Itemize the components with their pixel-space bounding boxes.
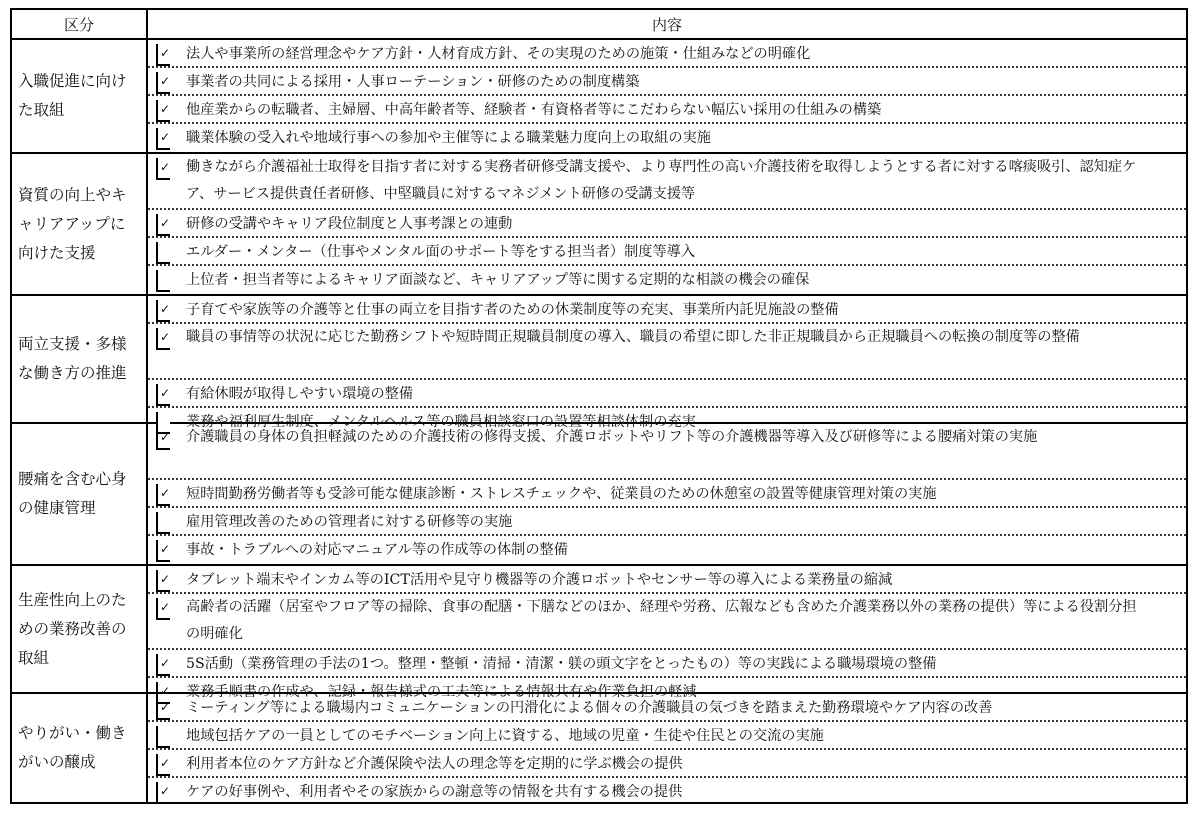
category-group-kenko — [12, 424, 1186, 566]
content-items — [148, 424, 1186, 564]
empty-checkbox-icon[interactable] — [156, 270, 170, 292]
improvement-table — [10, 8, 1188, 804]
content-text: 研修の受講やキャリア段位制度と人事考課との連動 — [186, 216, 513, 232]
checkmark-icon[interactable]: ✓ — [156, 44, 170, 66]
content-row — [148, 694, 1186, 722]
category-cell: 資質の向上やキャリアアップに向けた支援 — [12, 154, 148, 294]
content-text: 職業体験の受入れや地域行事への参加や主催等による職業魅力度向上の取組の実施 — [186, 130, 711, 146]
content-row — [148, 480, 1186, 508]
content-row — [148, 266, 1186, 294]
content-row — [148, 40, 1186, 68]
checkmark-icon[interactable]: ✓ — [156, 214, 170, 236]
checkmark-icon[interactable]: ✓ — [156, 598, 170, 620]
content-row — [148, 508, 1186, 536]
content-row — [148, 210, 1186, 238]
content-row — [148, 778, 1186, 806]
content-items — [148, 296, 1186, 430]
category-cell: 入職促進に向けた取組 — [12, 40, 148, 152]
content-text: ケアの好事例や、利用者やその家族からの謝意等の情報を共有する機会の提供 — [186, 784, 683, 800]
category-cell: 両立支援・多様な働き方の推進 — [12, 296, 148, 422]
content-text: 働きながら介護福祉士取得を目指す者に対する実務者研修受講支援や、より専門性の高い介護技術を取得しようとする者に対する喀痰吸引、認知症ケア、サービス提供責任者研修、中堅職員に対するマネジメント研修の受講支援等 — [186, 159, 1137, 202]
content-row — [148, 154, 1186, 210]
content-text: 職員の事情等の状況に応じた勤務シフトや短時間正規職員制度の導入、職員の希望に即した非正規職員から正規職員への転換の制度等の整備 — [186, 329, 1080, 345]
content-row — [148, 594, 1186, 650]
checkmark-icon[interactable]: ✓ — [156, 754, 170, 776]
checkmark-icon[interactable]: ✓ — [156, 540, 170, 562]
content-items — [148, 694, 1186, 802]
checkmark-icon[interactable]: ✓ — [156, 328, 170, 350]
content-text: 業務手順書の作成や、記録・報告様式の工夫等による情報共有や作業負担の軽減 — [186, 684, 697, 700]
category-group-seisansei — [12, 566, 1186, 700]
content-row — [148, 722, 1186, 750]
content-text: 子育てや家族等の介護等と仕事の両立を目指す者のための休業制度等の充実、事業所内託児施設の整備 — [186, 302, 839, 318]
empty-checkbox-icon[interactable] — [156, 726, 170, 748]
checkmark-icon[interactable]: ✓ — [156, 782, 170, 804]
content-text: 利用者本位のケア方針など介護保険や法人の理念等を定期的に学ぶ機会の提供 — [186, 756, 683, 772]
content-row — [148, 96, 1186, 124]
content-row — [148, 424, 1186, 480]
content-text: 地域包括ケアの一員としてのモチベーション向上に資する、地域の児童・生徒や住民との交流の実施 — [186, 728, 824, 744]
checkmark-icon[interactable]: ✓ — [156, 484, 170, 506]
content-row — [148, 536, 1186, 564]
checkmark-icon[interactable]: ✓ — [156, 300, 170, 322]
content-row — [148, 324, 1186, 380]
checkmark-icon[interactable]: ✓ — [156, 384, 170, 406]
category-cell: やりがい・働きがいの醸成 — [12, 694, 148, 802]
content-text: タブレット端末やインカム等のICT活用や見守り機器等の介護ロボットやセンサー等の導入による業務量の縮減 — [186, 572, 893, 588]
content-text: ミーティング等による職場内コミュニケーションの円滑化による個々の介護職員の気づきを踏まえた勤務環境やケア内容の改善 — [186, 700, 993, 716]
checkmark-icon[interactable]: ✓ — [156, 158, 170, 180]
content-text: 介護職員の身体の負担軽減のための介護技術の修得支援、介護ロボットやリフト等の介護機器等導入及び研修等による腰痛対策の実施 — [186, 429, 1038, 445]
content-text: 事故・トラブルへの対応マニュアル等の作成等の体制の整備 — [186, 542, 568, 558]
content-row — [148, 238, 1186, 266]
content-row — [148, 750, 1186, 778]
content-text: 業務や福利厚生制度、メンタルヘルス等の職員相談窓口の設置等相談体制の充実 — [186, 414, 696, 430]
header-category: 区分 — [12, 10, 148, 40]
content-row — [148, 68, 1186, 96]
content-text: 他産業からの転職者、主婦層、中高年齢者等、経験者・有資格者等にこだわらない幅広い採用の仕組みの構築 — [186, 102, 882, 118]
category-cell: 生産性向上のための業務改善の取組 — [12, 566, 148, 692]
content-row — [148, 566, 1186, 594]
checkmark-icon[interactable]: ✓ — [156, 698, 170, 720]
content-row — [148, 650, 1186, 678]
content-text: 上位者・担当者等によるキャリア面談など、キャリアアップ等に関する定期的な相談の機会の確保 — [186, 272, 810, 288]
checkmark-icon[interactable]: ✓ — [156, 100, 170, 122]
checkmark-icon[interactable]: ✓ — [156, 682, 170, 704]
content-items — [148, 154, 1186, 294]
content-text: 5S活動（業務管理の手法の1つ。整理・整頓・清掃・清潔・躾の頭文字をとったもの）等の実践による職場環境の整備 — [186, 656, 937, 672]
content-text: 法人や事業所の経営理念やケア方針・人材育成方針、その実現のための施策・仕組みなどの明確化 — [186, 46, 811, 62]
content-text: 高齢者の活躍（居室やフロア等の掃除、食事の配膳・下膳などのほか、経理や労務、広報なども含めた介護業務以外の業務の提供）等による役割分担の明確化 — [186, 599, 1137, 642]
empty-checkbox-icon[interactable] — [156, 242, 170, 264]
content-text: 短時間勤務労働者等も受診可能な健康診断・ストレスチェックや、従業員のための休憩室の設置等健康管理対策の実施 — [186, 486, 937, 502]
checkmark-icon[interactable]: ✓ — [156, 654, 170, 676]
category-group-nyushoku — [12, 40, 1186, 154]
content-row — [148, 124, 1186, 152]
checkmark-icon[interactable]: ✓ — [156, 570, 170, 592]
content-items — [148, 40, 1186, 152]
content-row — [148, 380, 1186, 408]
checkmark-icon[interactable]: ✓ — [156, 72, 170, 94]
category-group-ryoritsu — [12, 296, 1186, 430]
category-cell: 腰痛を含む心身の健康管理 — [12, 424, 148, 564]
content-text: 雇用管理改善のための管理者に対する研修等の実施 — [186, 514, 513, 530]
empty-checkbox-icon[interactable] — [156, 512, 170, 534]
category-group-shishitsu — [12, 154, 1186, 296]
content-items — [148, 566, 1186, 700]
checkmark-icon[interactable]: ✓ — [156, 428, 170, 450]
content-text: エルダー・メンター（仕事やメンタル面のサポート等をする担当者）制度等導入 — [186, 244, 696, 260]
content-row — [148, 296, 1186, 324]
checkmark-icon[interactable]: ✓ — [156, 128, 170, 150]
content-text: 有給休暇が取得しやすい環境の整備 — [186, 386, 414, 402]
category-group-yarigai — [12, 694, 1186, 802]
header-content: 内容 — [148, 10, 1186, 40]
content-text: 事業者の共同による採用・人事ローテーション・研修のための制度構築 — [186, 74, 640, 90]
